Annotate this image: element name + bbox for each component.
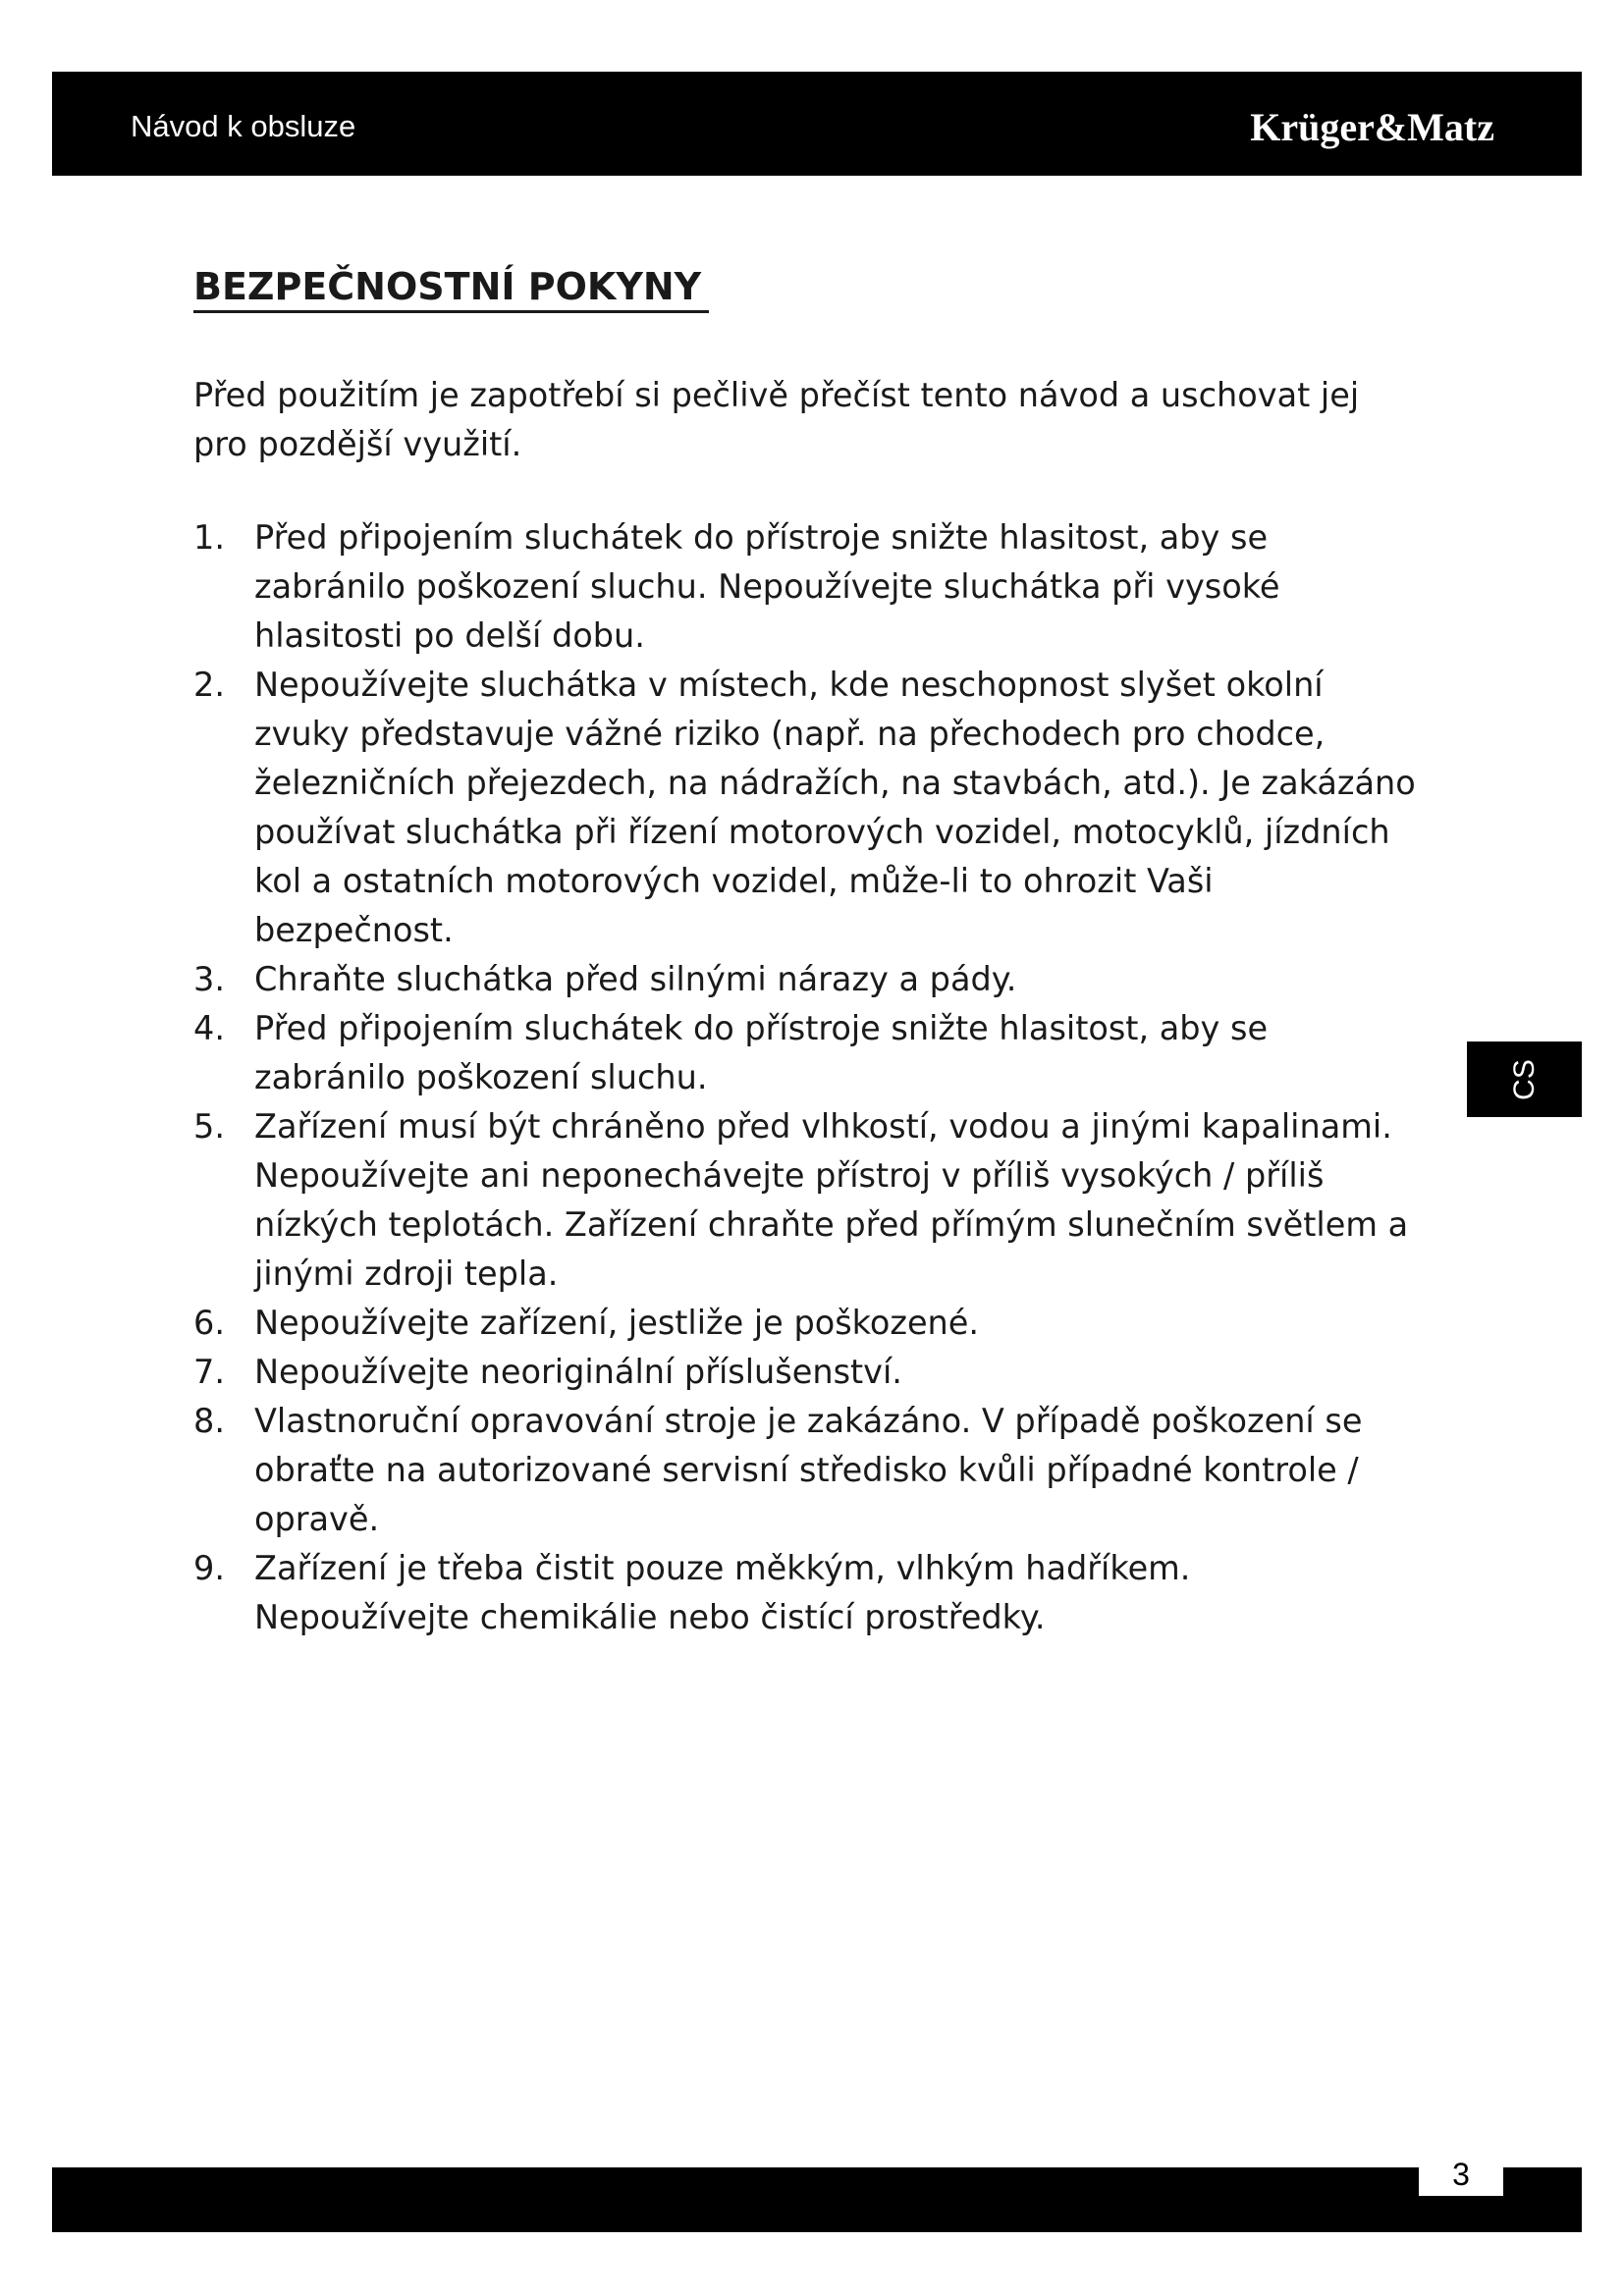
list-item-text: Nepoužívejte zařízení, jestliže je poškozené.: [254, 1304, 980, 1342]
list-item-number: 7.: [193, 1353, 225, 1391]
page-number: 3: [1452, 2157, 1470, 2192]
list-item: [193, 1397, 1416, 1544]
list-item-number: 1.: [193, 518, 225, 557]
list-item-number: 8.: [193, 1402, 225, 1440]
list-item: [193, 1102, 1416, 1299]
list-item: [193, 513, 1416, 661]
intro-paragraph: Před použitím je zapotřebí si pečlivě přečíst tento návod a uschovat jej pro pozdější využití.: [193, 376, 1360, 463]
list-item-text: Zařízení musí být chráněno před vlhkostí, vodou a jinými kapalinami. Nepoužívejte ani neponechávejte přístroj v příliš vysokých / příliš nízkých teplotách. Zařízení chraňte před přímým slunečním světlem a jinými zdroji tepla.: [254, 1107, 1409, 1293]
list-item-text: Chraňte sluchátka před silnými nárazy a pády.: [254, 960, 1017, 998]
list-item-number: 3.: [193, 960, 225, 998]
list-item-number: 9.: [193, 1549, 225, 1587]
list-item-text: Před připojením sluchátek do přístroje snižte hlasitost, aby se zabránilo poškození sluchu.: [254, 1009, 1269, 1096]
brand-logo: Krüger&Matz: [1250, 105, 1494, 149]
language-tab-label: CS: [1507, 1058, 1541, 1100]
section-heading: BEZPEČNOSTNÍ POKYNY: [193, 265, 709, 313]
list-item-text: Před připojením sluchátek do přístroje snižte hlasitost, aby se zabránilo poškození sluchu. Nepoužívejte sluchátka při vysoké hlasitosti po delší dobu.: [254, 518, 1280, 655]
list-item-number: 2.: [193, 666, 225, 704]
language-tab: [1467, 1041, 1582, 1117]
list-item-text: Nepoužívejte neoriginální příslušenství.: [254, 1353, 902, 1391]
list-item-text: Zařízení je třeba čistit pouze měkkým, vlhkým hadříkem. Nepoužívejte chemikálie nebo čistící prostředky.: [254, 1549, 1191, 1636]
list-item: [193, 1299, 1416, 1348]
footer-bar: [52, 2167, 1582, 2232]
list-item-text: Vlastnoruční opravování stroje je zakázáno. V případě poškození se obraťte na autorizované servisní středisko kvůli případné kontrole / opravě.: [254, 1402, 1363, 1538]
list-item-number: 5.: [193, 1107, 225, 1146]
list-item: [193, 1544, 1416, 1642]
list-item-number: 4.: [193, 1009, 225, 1047]
list-item-number: 6.: [193, 1304, 225, 1342]
page-number-box: [1419, 2154, 1503, 2196]
list-item: [193, 1004, 1416, 1102]
header-title: Návod k obsluze: [131, 109, 356, 143]
list-item: [193, 955, 1416, 1004]
list-item: [193, 661, 1416, 955]
list-item-text: Nepoužívejte sluchátka v místech, kde neschopnost slyšet okolní zvuky představuje vážné riziko (např. na přechodech pro chodce, železničních přejezdech, na nádražích, na stavbách, atd.). Je zakázáno používat sluchátka při řízení motorových vozidel, motocyklů, jízdních kol a ostatních motorových vozidel, může-li to ohrozit Vaši bezpečnost.: [254, 666, 1416, 949]
list-item: [193, 1348, 1416, 1397]
safety-rules-list: [193, 513, 1416, 1642]
